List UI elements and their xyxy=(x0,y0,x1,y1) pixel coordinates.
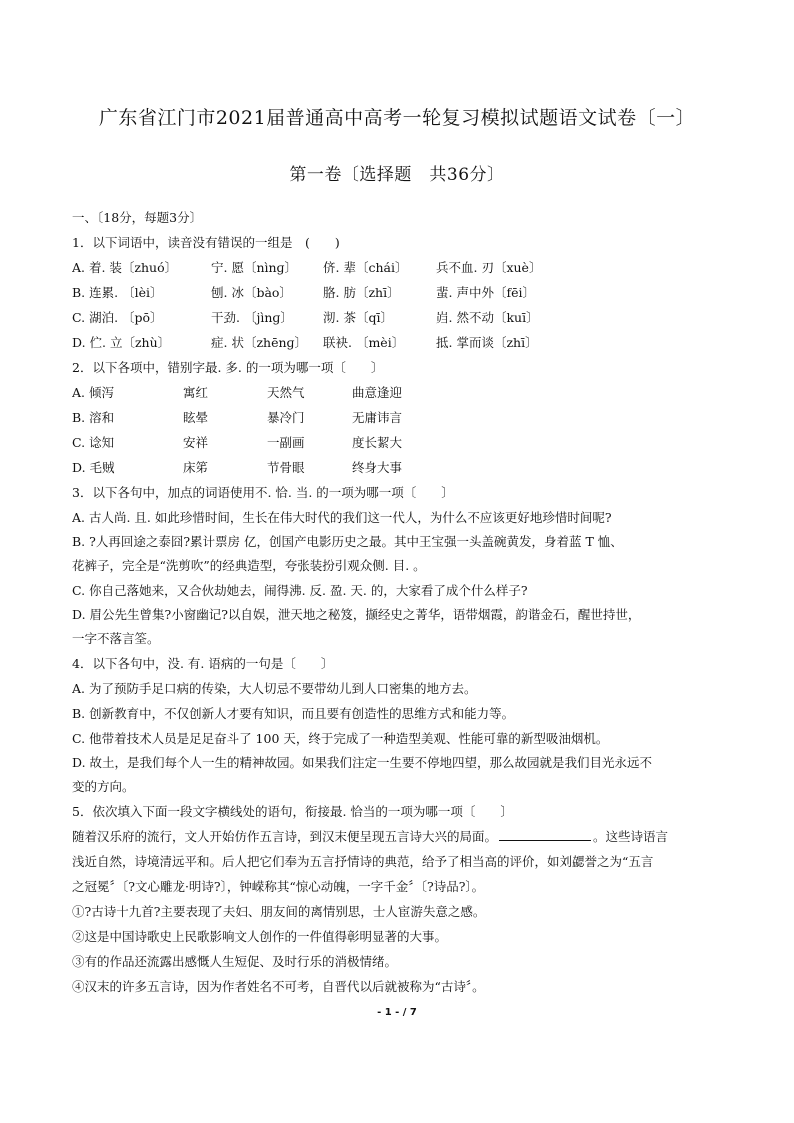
q1-cell: 岿. 然不动〔kuī〕 xyxy=(436,310,539,325)
q3-option-b-cont: 花裤子，完全是“洗剪吹”的经典造型，夸张装扮引观众侧. 目. 。 xyxy=(72,558,426,573)
q1-option-row-d xyxy=(72,330,726,355)
q1-option-row-b xyxy=(72,280,726,305)
q4-option-d: D. 故土，是我们每个人一生的精神故园。如果我们注定一生要不停地四望，那么故园就是我们目光永远不 xyxy=(72,755,653,770)
q5-item-3: ③有的作品还流露出感慨人生短促、及时行乐的消极情绪。 xyxy=(72,954,398,969)
q1-cell: D. 伫. 立〔zhù〕 xyxy=(72,335,171,350)
q1-cell: 抵. 掌而谈〔zhī〕 xyxy=(436,335,538,350)
q1-cell: 胳. 肪〔zhī〕 xyxy=(323,285,400,300)
q1-option-row-a xyxy=(72,255,726,280)
q2-option-row-c xyxy=(72,430,726,455)
q2-cell: B. 溶和 xyxy=(72,410,115,425)
exam-title: 广东省江门市2021届普通高中高考一轮复习模拟试题语文试卷〔一〕 xyxy=(98,107,696,129)
part-title: 第一卷〔选择题 共36分〕 xyxy=(289,165,505,185)
q5-item-4: ④汉末的许多五言诗，因为作者姓名不可考，自晋代以后就被称为“古诗〞。 xyxy=(72,979,485,994)
q1-cell: 联袂. 〔mèi〕 xyxy=(323,335,405,350)
q2-cell: 节骨眼 xyxy=(267,460,305,475)
q1-cell: 兵不血. 刃〔xuè〕 xyxy=(436,260,542,275)
q2-cell: 一副画 xyxy=(267,435,305,450)
q3-option-d-cont: 一字不落言筌。 xyxy=(72,631,160,646)
q2-cell: 眩晕 xyxy=(183,410,209,425)
q1-cell: 症. 状〔zhēnɡ〕 xyxy=(211,335,308,350)
q2-option-row-b xyxy=(72,405,726,430)
section-heading: 一、〔18分，每题3分〕 xyxy=(72,210,203,225)
q5-passage-text: 。这些诗语言 xyxy=(593,829,669,844)
q2-cell: C. 谂知 xyxy=(72,435,115,450)
q5-passage-line-3: 之冠冕〞〔?文心雕龙·明诗?〕，钟嵘称其“惊心动魄，一字千金〞〔?诗品?〕。 xyxy=(72,879,485,894)
q2-cell: 安祥 xyxy=(183,435,209,450)
q1-cell: 宁. 愿〔nìnɡ〕 xyxy=(211,260,298,275)
q3-option-c: C. 你自己落她来，又合伙劫她去，闹得沸. 反. 盈. 天. 的，大家看了成个什么样子? xyxy=(72,583,528,598)
q5-stem: 5．依次填入下面一段文字横线处的语句，衔接最. 恰当的一项为哪一项〔 〕 xyxy=(72,804,513,819)
q2-cell: 度长絜大 xyxy=(352,435,403,450)
q4-option-d-cont: 变的方向。 xyxy=(72,779,135,794)
q4-option-a: A. 为了预防手足口病的传染，大人切忌不要带幼儿到人口密集的地方去。 xyxy=(72,681,477,696)
q3-option-b: B. ?人再回途之泰囧?累计票房 亿，创国产电影历史之最。其中王宝强一头盖碗黄发，身着蓝 T 恤、 xyxy=(72,534,623,549)
q1-cell: 刨. 冰〔bào〕 xyxy=(211,285,292,300)
q5-passage-line-2: 浅近自然，诗境清远平和。后人把它们奉为五言抒情诗的典范，给予了相当高的评价，如刘勰誉之为“五言 xyxy=(72,854,654,869)
q1-cell: B. 连累. 〔lèi〕 xyxy=(72,285,163,300)
q1-cell: 干劲. 〔jìnɡ〕 xyxy=(211,310,293,325)
q2-cell: 床笫 xyxy=(183,460,209,475)
q5-passage-line-1 xyxy=(72,824,726,849)
q1-option-row-c xyxy=(72,305,726,330)
q3-stem: 3．以下各句中，加点的词语使用不. 恰. 当. 的一项为哪一项〔 〕 xyxy=(72,485,454,500)
exam-body xyxy=(72,205,726,999)
q5-item-1: ①?古诗十九首?主要表现了夫妇、朋友间的离情别思，士人宦游失意之感。 xyxy=(72,904,486,919)
q2-cell: 暴冷门 xyxy=(267,410,305,425)
q2-cell: 曲意逢迎 xyxy=(352,385,403,400)
q2-cell: 终身大事 xyxy=(352,460,403,475)
fill-in-blank xyxy=(499,826,591,841)
q1-cell: A. 着. 装〔zhuó〕 xyxy=(72,260,178,275)
q4-stem: 4．以下各句中，没. 有. 语病的一句是〔 〕 xyxy=(72,656,334,671)
q2-cell: 天然气 xyxy=(267,385,305,400)
q2-cell: 无庸讳言 xyxy=(352,410,403,425)
q1-cell: 蜚. 声中外〔fēi〕 xyxy=(436,285,535,300)
q2-cell: 寓红 xyxy=(183,385,209,400)
q1-cell: C. 湖泊. 〔pō〕 xyxy=(72,310,163,325)
q5-passage-text: 随着汉乐府的流行，文人开始仿作五言诗，到汉末便呈现五言诗大兴的局面。 xyxy=(72,829,498,844)
q2-stem: 2．以下各项中，错别字最. 多. 的一项为哪一项〔 〕 xyxy=(72,360,384,375)
q2-cell: D. 毛贼 xyxy=(72,460,115,475)
q3-option-d: D. 眉公先生曾集?小窗幽记?以自娱，泄天地之秘笈，撷经史之菁华，语带烟霞，韵谐金石，醒世持世， xyxy=(72,607,641,622)
q1-cell: 侪. 辈〔chái〕 xyxy=(323,260,408,275)
page-number: - 1 - / 7 xyxy=(377,1007,417,1018)
q1-stem: 1．以下词语中，读音没有错误的一组是 ( ) xyxy=(72,235,340,250)
q3-option-a: A. 古人尚. 且. 如此珍惜时间，生长在伟大时代的我们这一代人，为什么不应该更好地珍惜时间呢? xyxy=(72,510,612,525)
q2-option-row-d xyxy=(72,455,726,480)
q1-cell: 沏. 茶〔qī〕 xyxy=(323,310,393,325)
q4-option-b: B. 创新教育中，不仅创新人才要有知识，而且要有创造性的思维方式和能力等。 xyxy=(72,706,515,721)
q2-option-row-a xyxy=(72,380,726,405)
q2-cell: A. 倾泻 xyxy=(72,385,114,400)
q5-item-2: ②这是中国诗歌史上民歌影响文人创作的一件值得彰明显著的大事。 xyxy=(72,929,448,944)
q4-option-c: C. 他带着技术人员是足足奋斗了 100 天，终于完成了一种造型美观、性能可靠的新型吸油烟机。 xyxy=(72,731,609,746)
